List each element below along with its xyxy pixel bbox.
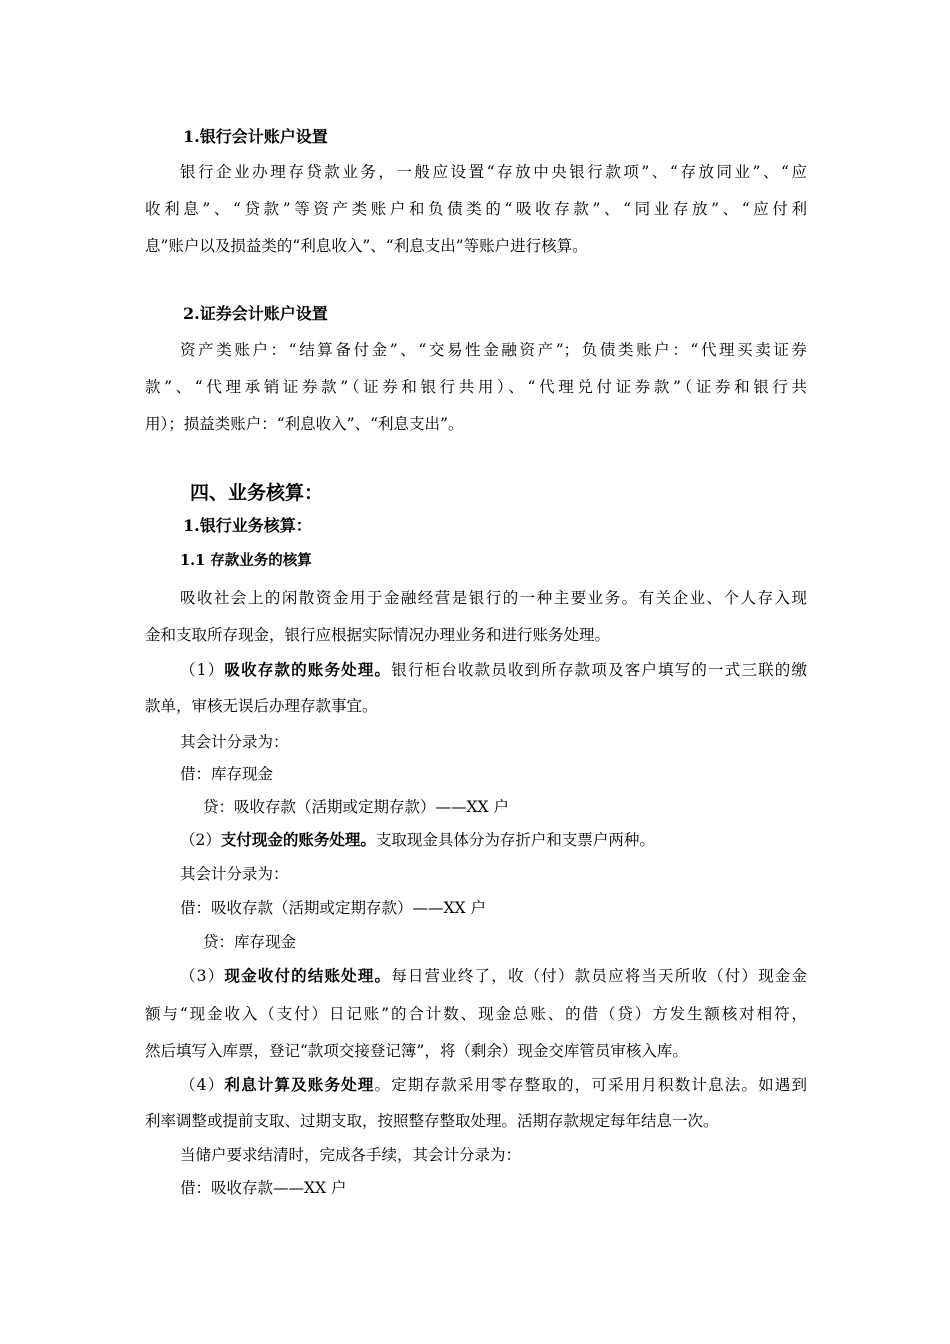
entry-intro: 当储户要求结清时，完成各手续，其会计分录为： — [180, 1146, 522, 1164]
paragraph-line: 额与“现金收入（支付）日记账”的合计数、现金总账、的借（贷）方发生额核对相符， — [145, 1005, 807, 1023]
debit-line: 借：吸收存款——XX 户 — [180, 1179, 347, 1197]
entry-intro: 其会计分录为： — [180, 733, 289, 751]
credit-line: 贷：库存现金 — [203, 933, 297, 951]
numbered-paragraph-2: （2）支付现金的账务处理。支取现金具体分为存折户和支票户两种。 — [180, 830, 655, 849]
paragraph-line: 吸收社会上的闲散资金用于金融经营是银行的一种主要业务。有关企业、个人存入现 — [180, 589, 807, 607]
numbered-paragraph-3: （3）现金收付的结账处理。每日营业终了，收（付）款员应将当天所收（付）现金金 — [180, 966, 807, 985]
numbered-paragraph-4: （4）利息计算及账务处理。定期存款采用零存整取的，可采用月积数计息法。如遇到 — [180, 1075, 807, 1094]
debit-line: 借：吸收存款（活期或定期存款）——XX 户 — [180, 899, 486, 917]
paragraph-line: 款单，审核无误后办理存款事宜。 — [145, 697, 378, 715]
debit-line: 借：库存现金 — [180, 765, 274, 783]
paragraph-line: 资产类账户：“结算备付金”、“交易性金融资产”；负债类账户：“代理买卖证券 — [180, 341, 807, 359]
credit-line: 贷：吸收存款（活期或定期存款）——XX 户 — [203, 798, 509, 816]
subsection-heading: 1.银行业务核算： — [183, 516, 312, 535]
paragraph-line: 利率调整或提前支取、过期支取，按照整存整取处理。活期存款规定每年结息一次。 — [145, 1112, 719, 1130]
subsubsection-heading: 1.1 存款业务的核算 — [180, 552, 312, 569]
paragraph-line: 息”账户以及损益类的“利息收入”、“利息支出”等账户进行核算。 — [145, 237, 588, 255]
section-heading-bank-accounts: 1.银行会计账户设置 — [183, 127, 328, 146]
paragraph-line: 然后填写入库票，登记“款项交接登记簿”，将（剩余）现金交库管员审核入库。 — [145, 1042, 688, 1060]
paragraph-line: 款”、“代理承销证券款”（证券和银行共用）、“代理兑付证券款”（证券和银行共 — [145, 378, 807, 396]
numbered-paragraph-1: （1）吸收存款的账务处理。银行柜台收款员收到所存款项及客户填写的一式三联的缴 — [180, 660, 807, 679]
paragraph-line: 金和支取所存现金，银行应根据实际情况办理业务和进行账务处理。 — [145, 626, 611, 644]
paragraph-line: 收利息”、“贷款”等资产类账户和负债类的“吸收存款”、“同业存放”、“应付利 — [145, 200, 807, 218]
section-heading-securities-accounts: 2.证券会计账户设置 — [183, 304, 328, 323]
paragraph-line: 用）；损益类账户：“利息收入”、“利息支出”。 — [145, 415, 464, 433]
paragraph-line: 银行企业办理存贷款业务，一般应设置“存放中央银行款项”、“存放同业”、“应 — [180, 163, 807, 181]
entry-intro: 其会计分录为： — [180, 865, 289, 883]
chapter-heading: 四、业务核算： — [190, 482, 324, 504]
